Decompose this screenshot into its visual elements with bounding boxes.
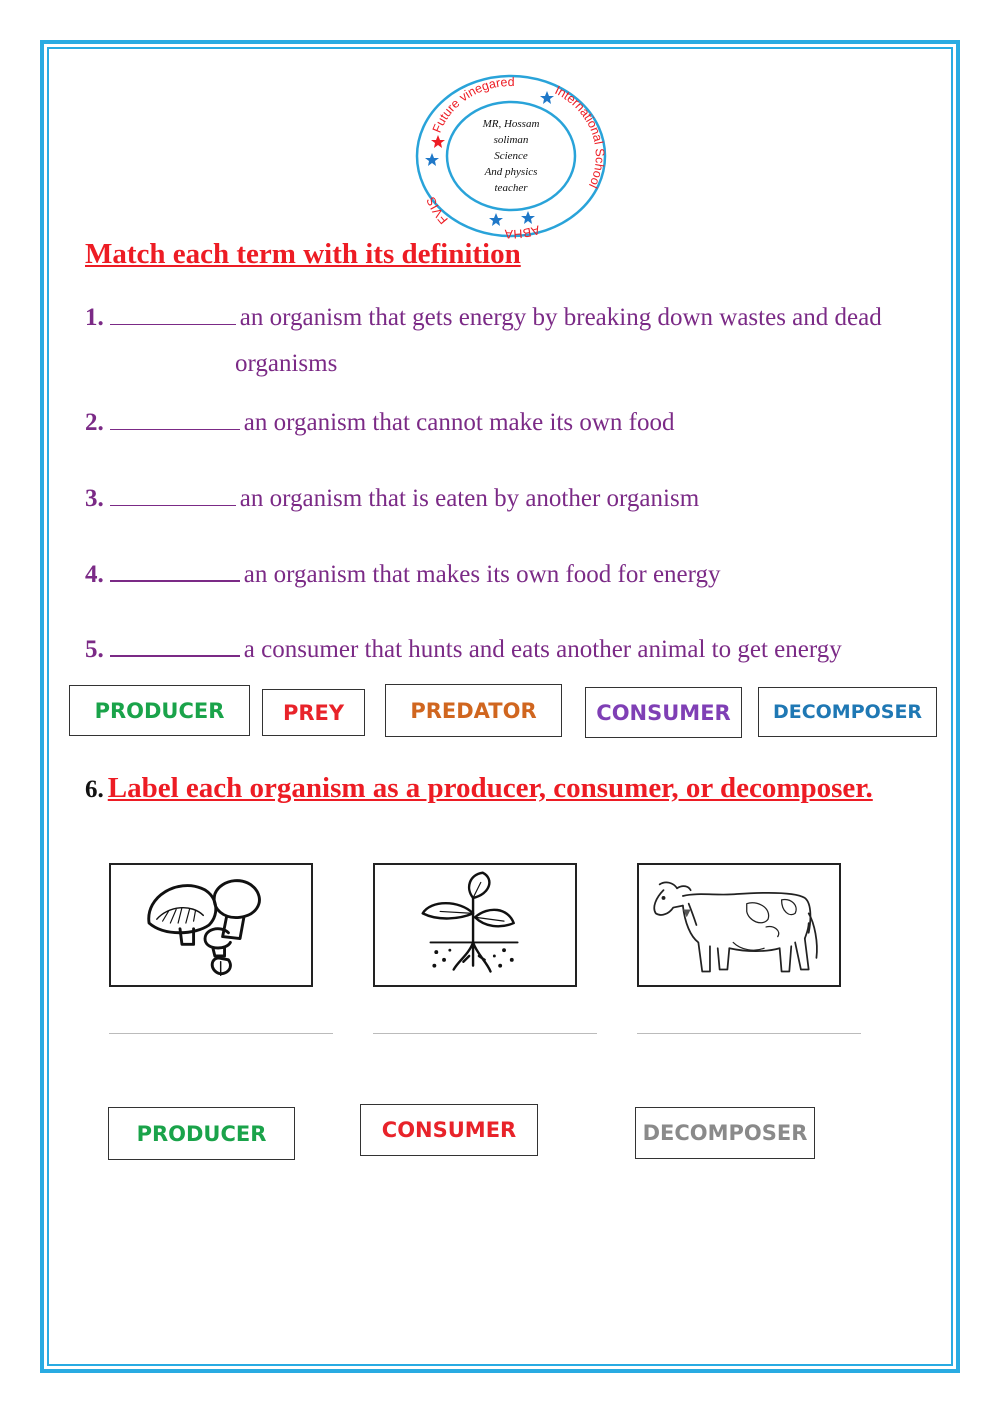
organism-picture-3 xyxy=(637,863,841,987)
question-5 xyxy=(85,633,842,664)
seal-center-line-3: Science xyxy=(494,150,528,162)
section1-heading: Match each term with its definition xyxy=(85,238,521,270)
question-4-definition: an organism that makes its own food for energy xyxy=(243,561,721,588)
question-3-number: 3. xyxy=(85,485,104,512)
question-4-answer-blank[interactable] xyxy=(110,558,240,582)
question-2-definition: an organism that cannot make its own food xyxy=(243,409,675,436)
seal-center-line-4: And physics xyxy=(484,166,538,178)
question-3-definition: an organism that is eaten by another organism xyxy=(239,485,700,512)
section2-heading-text: Label each organism as a producer, consumer, or decomposer. xyxy=(107,772,873,804)
seal-center-line-2: soliman xyxy=(493,134,529,146)
word-tile-decomposer[interactable]: DECOMPOSER xyxy=(758,687,937,737)
question-1-continuation: organisms xyxy=(235,350,338,377)
word-tile-consumer[interactable]: CONSUMER xyxy=(585,687,742,738)
answer-line-1[interactable] xyxy=(109,1033,333,1034)
seal-ring-text-top: Future vinegared xyxy=(429,74,515,135)
question-4 xyxy=(85,558,721,589)
label-tile-producer[interactable]: PRODUCER xyxy=(108,1107,295,1160)
svg-text:ABHA xyxy=(504,223,542,239)
question-1 xyxy=(85,302,882,332)
question-2 xyxy=(85,407,674,437)
question-5-number: 5. xyxy=(85,636,104,663)
question-4-number: 4. xyxy=(85,561,104,588)
question-2-number: 2. xyxy=(85,409,104,436)
answer-line-3[interactable] xyxy=(637,1033,861,1034)
seal-ring-text-left: FVIS xyxy=(423,194,451,227)
answer-line-2[interactable] xyxy=(373,1033,597,1034)
question-1-number: 1. xyxy=(85,304,104,331)
word-tile-predator[interactable]: PREDATOR xyxy=(385,684,562,737)
organism-picture-1 xyxy=(109,863,313,987)
svg-text:International School xyxy=(553,83,607,190)
section2-number: 6. xyxy=(85,776,104,803)
question-2-answer-blank[interactable] xyxy=(110,407,240,430)
seal-center-line-5: teacher xyxy=(494,182,528,194)
question-1-definition: an organism that gets energy by breaking down wastes and dead xyxy=(239,304,882,331)
label-tile-consumer[interactable]: CONSUMER xyxy=(360,1104,538,1156)
seal-ring-text-bottom: ABHA xyxy=(504,222,542,239)
seal-ring-text-right: International School xyxy=(552,83,607,191)
question-5-answer-blank[interactable] xyxy=(110,633,240,657)
cow-icon xyxy=(639,865,839,985)
section2-heading xyxy=(85,772,873,805)
plant-icon xyxy=(375,865,575,985)
organism-picture-2 xyxy=(373,863,577,987)
question-3 xyxy=(85,483,699,513)
school-seal-logo xyxy=(414,73,608,239)
word-tile-producer[interactable]: PRODUCER xyxy=(69,685,250,736)
mushroom-icon xyxy=(111,865,311,985)
question-3-answer-blank[interactable] xyxy=(110,483,236,506)
question-1-answer-blank[interactable] xyxy=(110,302,236,325)
svg-text:FVIS xyxy=(424,195,451,227)
question-5-definition: a consumer that hunts and eats another animal to get energy xyxy=(243,636,842,663)
seal-center-line-1: MR, Hossam xyxy=(482,118,540,130)
word-tile-prey[interactable]: PREY xyxy=(262,689,365,736)
label-tile-decomposer[interactable]: DECOMPOSER xyxy=(635,1107,815,1159)
